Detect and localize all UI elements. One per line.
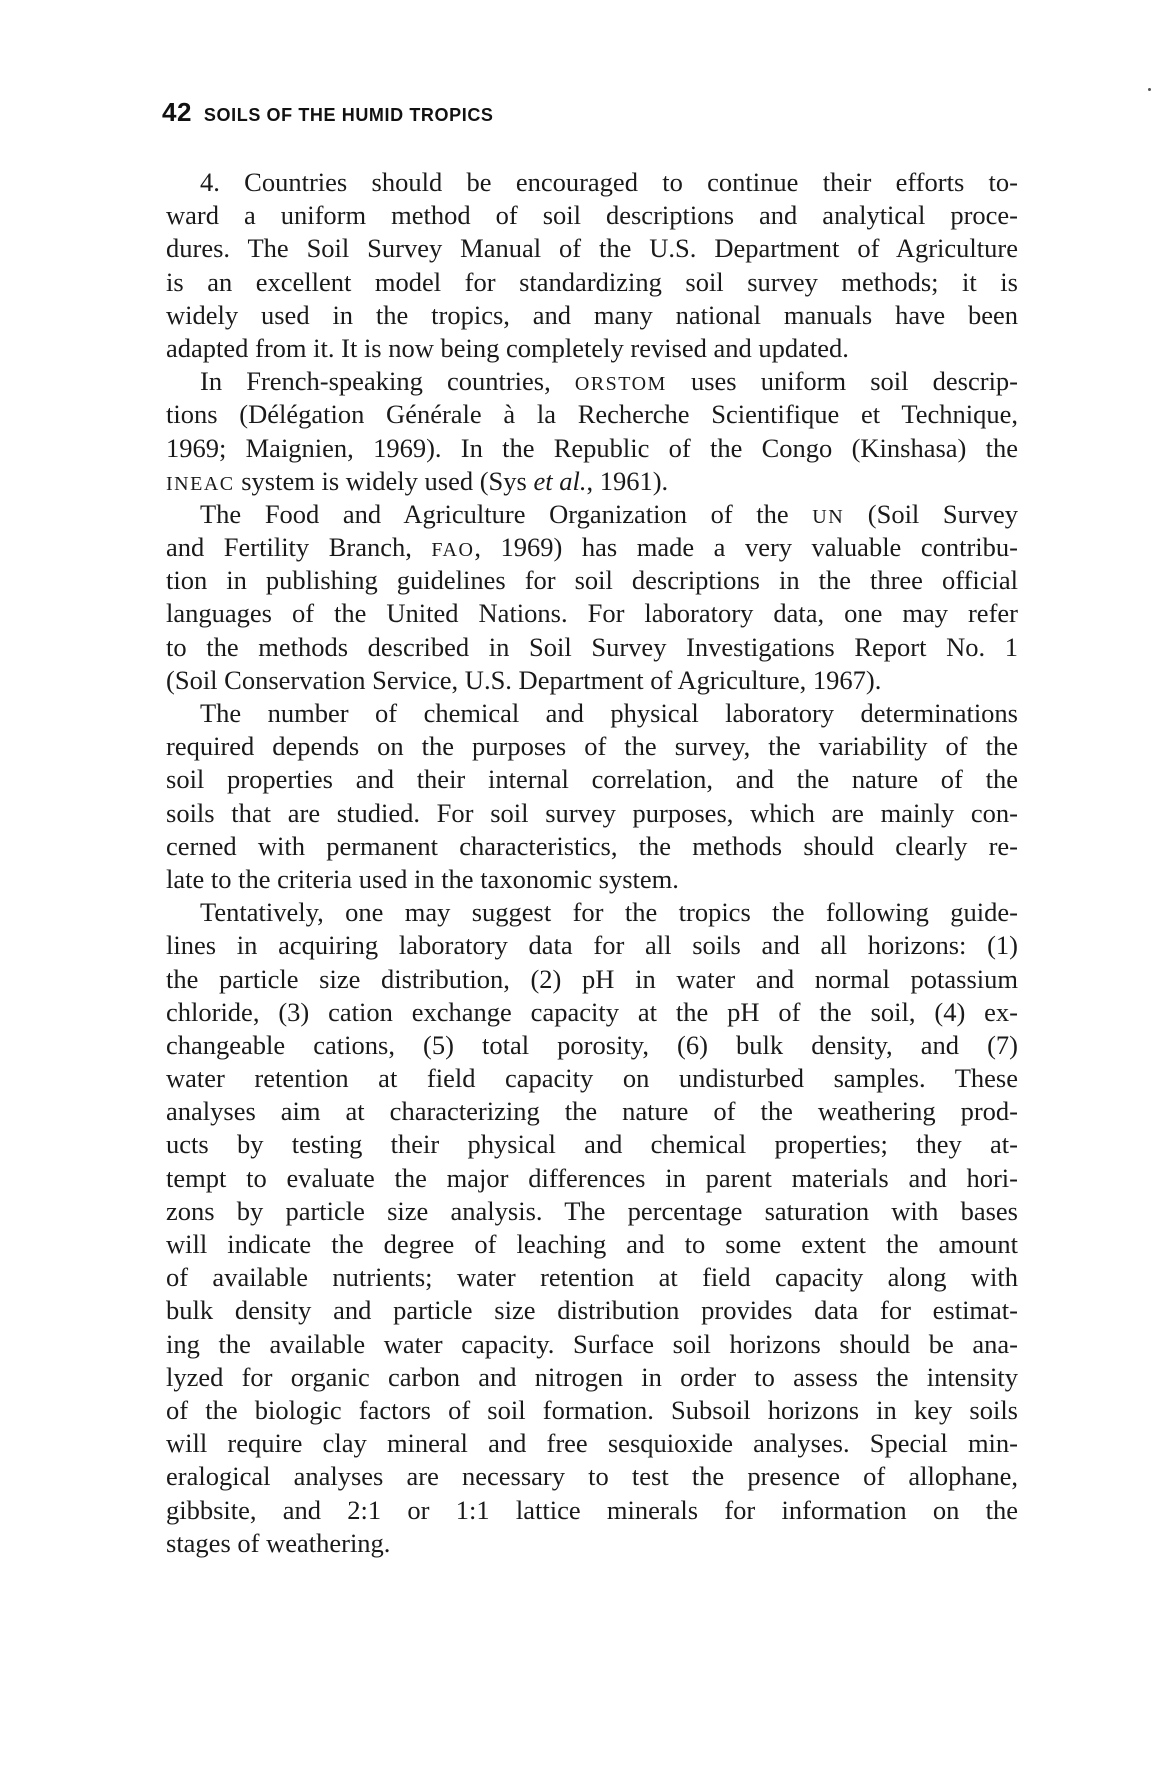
text-line: lines in acquiring laboratory data for all soils and all horizons: (1) [166, 930, 1018, 961]
text-line: (Soil Conservation Service, U.S. Department of Agriculture, 1967). [166, 664, 882, 695]
text-line: ward a uniform method of soil descriptions and analytical proce- [166, 200, 1018, 231]
text-line: of the biologic factors of soil formation. Subsoil horizons in key soils [166, 1394, 1018, 1425]
text-line: tions (Délégation Générale à la Recherche Scientifique et Technique, [166, 399, 1018, 430]
text-line: will indicate the degree of leaching and to some extent the amount [166, 1229, 1018, 1259]
text-line: bulk density and particle size distribution provides data for estimat- [166, 1295, 1018, 1326]
text-line: ing the available water capacity. Surface soil horizons should be ana- [166, 1328, 1018, 1359]
text-line: tion in publishing guidelines for soil descriptions in the three official [166, 565, 1018, 596]
text-line: zons by particle size analysis. The percentage saturation with bases [166, 1195, 1018, 1226]
text-line: changeable cations, (5) total porosity, (6) bulk density, and (7) [166, 1029, 1018, 1060]
text-line: The Food and Agriculture Organization of the UN (Soil Survey [200, 498, 1018, 529]
acronym: ORSTOM [574, 373, 667, 396]
text-line: ucts by testing their physical and chemical properties; they at- [166, 1129, 1018, 1160]
text-line: 4. Countries should be encouraged to continue their efforts to- [200, 167, 1018, 197]
paragraph-para-french [166, 365, 1018, 498]
italic-text: et al. [533, 465, 587, 496]
text-line: tempt to evaluate the major differences in parent materials and hori- [166, 1162, 1018, 1193]
body-text [166, 166, 1018, 1560]
acronym: INEAC [166, 472, 235, 495]
text-line: gibbsite, and 2:1 or 1:1 lattice minerals for information on the [166, 1494, 1018, 1525]
text-line: the particle size distribution, (2) pH in water and normal potassium [166, 963, 1018, 994]
running-head [162, 97, 494, 128]
text-line: of available nutrients; water retention at field capacity along with [166, 1262, 1018, 1293]
paragraph-para-4 [166, 166, 1018, 365]
text-line: soils that are studied. For soil survey purposes, which are mainly con- [166, 797, 1018, 828]
text-line: will require clay mineral and free sesquioxide analyses. Special min- [166, 1428, 1018, 1459]
text-line: required depends on the purposes of the survey, the variability of the [166, 731, 1018, 762]
text-line: adapted from it. It is now being completely revised and updated. [166, 332, 849, 363]
paragraph-para-tentatively [166, 896, 1018, 1560]
acronym: FAO [431, 539, 475, 562]
text-line: languages of the United Nations. For laboratory data, one may refer [166, 598, 1018, 629]
paragraph-para-fao [166, 498, 1018, 697]
text-line: late to the criteria used in the taxonomic system. [166, 863, 679, 894]
page-number: 42 [162, 97, 192, 127]
stray-speck [1148, 88, 1151, 91]
text-line: chloride, (3) cation exchange capacity at the pH of the soil, (4) ex- [166, 996, 1018, 1027]
text-line: water retention at field capacity on undisturbed samples. These [166, 1063, 1018, 1094]
text-line: and Fertility Branch, FAO, 1969) has made a very valuable contribu- [166, 532, 1018, 563]
text-line: Tentatively, one may suggest for the tropics the following guide- [200, 897, 1018, 928]
text-line: to the methods described in Soil Survey Investigations Report No. 1 [166, 631, 1018, 662]
text-line: widely used in the tropics, and many national manuals have been [166, 299, 1018, 330]
acronym: UN [812, 505, 845, 528]
text-line: The number of chemical and physical laboratory determinations [200, 698, 1018, 728]
running-title: SOILS OF THE HUMID TROPICS [203, 105, 494, 125]
text-line: cerned with permanent characteristics, the methods should clearly re- [166, 830, 1018, 861]
text-line: dures. The Soil Survey Manual of the U.S. Department of Agriculture [166, 233, 1018, 264]
text-line: is an excellent model for standardizing soil survey methods; it is [166, 266, 1018, 297]
paragraph-para-determinations [166, 697, 1018, 896]
text-line: lyzed for organic carbon and nitrogen in order to assess the intensity [166, 1361, 1018, 1392]
text-line: INEAC system is widely used (Sys et al., 1961). [166, 465, 669, 496]
text-line: In French-speaking countries, ORSTOM uses uniform soil descrip- [200, 366, 1019, 397]
text-line: 1969; Maignien, 1969). In the Republic of the Congo (Kinshasa) the [166, 432, 1018, 463]
text-line: eralogical analyses are necessary to test the presence of allophane, [166, 1461, 1018, 1492]
text-line: analyses aim at characterizing the nature of the weathering prod- [166, 1096, 1018, 1127]
text-line: stages of weathering. [166, 1527, 391, 1558]
text-line: soil properties and their internal correlation, and the nature of the [166, 764, 1018, 795]
